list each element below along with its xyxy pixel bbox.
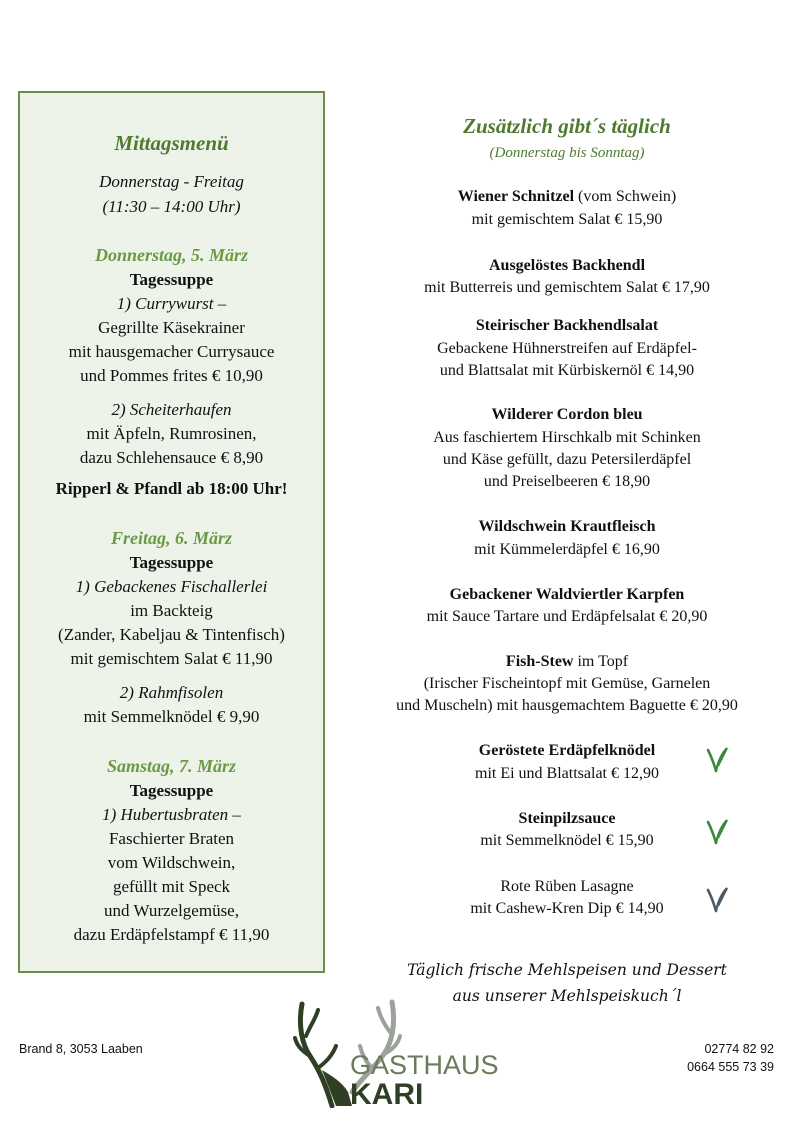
dish-name-line <box>360 255 774 277</box>
vegan-leaf-icon <box>705 884 729 914</box>
menu-line: mit Semmelknödel € 9,90 <box>83 707 260 726</box>
menu-line: Gegrillte Käsekrainer <box>98 318 245 337</box>
menu-line: (Zander, Kabeljau & Tintenfisch) <box>58 625 285 644</box>
dish-desc: mit Sauce Tartare und Erdäpfelsalat € 20,90 <box>426 608 708 625</box>
dish-name: Steirischer Backhendlsalat <box>475 317 659 334</box>
deer-antler-icon <box>292 996 514 1108</box>
menu-line: 2) Rahmfisolen <box>119 683 224 702</box>
menu-line: 1) Gebackenes Fischallerlei <box>75 577 268 596</box>
vegetarian-leaf-icon <box>705 816 729 846</box>
dish-name: Wiener Schnitzel <box>457 188 575 205</box>
dish-desc: Aus faschiertem Hirschkalb mit Schinken <box>433 429 701 446</box>
dish-desc: mit Ei und Blattsalat € 12,90 <box>475 765 659 782</box>
logo-line2: KARI <box>350 1078 424 1108</box>
dish-name: Wildschwein Krautfleisch <box>478 518 656 535</box>
menu-line: 1) Hubertusbraten – <box>102 805 241 824</box>
address: Brand 8, 3053 Laaben <box>19 1042 143 1056</box>
phone-mobile: 0664 555 73 39 <box>687 1060 774 1074</box>
daily-menu-title: Zusätzlich gibt´s täglich <box>463 114 671 138</box>
menu-line: und Wurzelgemüse, <box>104 901 239 920</box>
vegetarian-leaf-icon <box>705 744 729 774</box>
day-heading: Freitag, 6. März <box>110 528 233 548</box>
menu-line: mit gemischtem Salat € 11,90 <box>70 649 273 668</box>
menu-line: und Pommes frites € 10,90 <box>80 366 263 385</box>
gasthaus-logo <box>292 996 514 1108</box>
menu-line: vom Wildschwein, <box>107 853 236 872</box>
dish-name-line <box>360 584 774 606</box>
days-range: Donnerstag - Freitag <box>99 172 244 191</box>
dish-name-suffix: im Topf <box>573 653 629 670</box>
dish-name-line: Rote Rüben Lasagne <box>500 878 634 895</box>
soup-label: Tagessuppe <box>129 781 214 800</box>
dish-desc: mit Semmelknödel € 15,90 <box>480 832 654 849</box>
phone-landline: 02774 82 92 <box>704 1042 774 1056</box>
menu-line: im Backteig <box>130 601 213 620</box>
menu-line: mit Äpfeln, Rumrosinen, <box>86 424 257 443</box>
dish-name-line <box>360 404 774 426</box>
dish-desc: mit Butterreis und gemischtem Salat € 17,90 <box>424 279 710 296</box>
dish-name-line <box>360 186 774 208</box>
dish-name: Fish-Stew <box>505 653 574 670</box>
dish-name: Steinpilzsauce <box>518 810 616 827</box>
dish-name: Geröstete Erdäpfelknödel <box>478 742 656 759</box>
dish-name-line <box>360 651 774 673</box>
lunch-menu-title: Mittagsmenü <box>114 131 229 155</box>
dish-name: Gebackener Waldviertler Karpfen <box>449 586 685 603</box>
soup-label: Tagessuppe <box>129 270 214 289</box>
evening-note: Ripperl & Pfandl ab 18:00 Uhr! <box>55 479 288 498</box>
closing-line: Täglich frische Mehlspeisen und Dessert <box>407 961 727 979</box>
menu-line: mit hausgemacher Currysauce <box>68 342 275 361</box>
dish-desc: Gebackene Hühnerstreifen auf Erdäpfel- <box>437 340 697 357</box>
menu-line: dazu Schlehensauce € 8,90 <box>79 448 264 467</box>
dish-name-suffix: (vom Schwein) <box>574 188 677 205</box>
menu-line: dazu Erdäpfelstampf € 11,90 <box>73 925 270 944</box>
dish-name-line <box>360 516 774 538</box>
menu-line: gefüllt mit Speck <box>112 877 231 896</box>
menu-line: 2) Scheiterhaufen <box>111 400 232 419</box>
closing-line: aus unserer Mehlspeiskuch´l <box>452 987 682 1005</box>
day-heading: Samstag, 7. März <box>106 756 237 776</box>
lunch-menu-box <box>18 91 325 973</box>
dish-desc: (Irischer Fischeintopf mit Gemüse, Garnelen <box>423 675 711 692</box>
dish-desc: mit gemischtem Salat € 15,90 <box>471 211 663 228</box>
logo-line1: GASTHAUS <box>350 1050 499 1080</box>
dish-desc: mit Cashew-Kren Dip € 14,90 <box>470 900 664 917</box>
dish-name: Wilderer Cordon bleu <box>491 406 643 423</box>
dish-desc: und Muscheln) mit hausgemachtem Baguette € 20,90 <box>396 697 738 714</box>
daily-menu-subtitle: (Donnerstag bis Sonntag) <box>489 145 645 161</box>
dish-desc: und Preiselbeeren € 18,90 <box>483 473 651 490</box>
soup-label: Tagessuppe <box>129 553 214 572</box>
dish-desc: und Käse gefüllt, dazu Petersilerdäpfel <box>442 451 692 468</box>
dish-name: Ausgelöstes Backhendl <box>488 257 646 274</box>
menu-line: 1) Currywurst – <box>116 294 227 313</box>
menu-line: Faschierter Braten <box>108 829 235 848</box>
dish-desc: und Blattsalat mit Kürbiskernöl € 14,90 <box>439 362 695 379</box>
dish-desc: mit Kümmelerdäpfel € 16,90 <box>474 541 660 558</box>
day-heading: Donnerstag, 5. März <box>94 245 249 265</box>
dish-name-line <box>360 315 774 337</box>
time-range: (11:30 – 14:00 Uhr) <box>102 197 241 216</box>
